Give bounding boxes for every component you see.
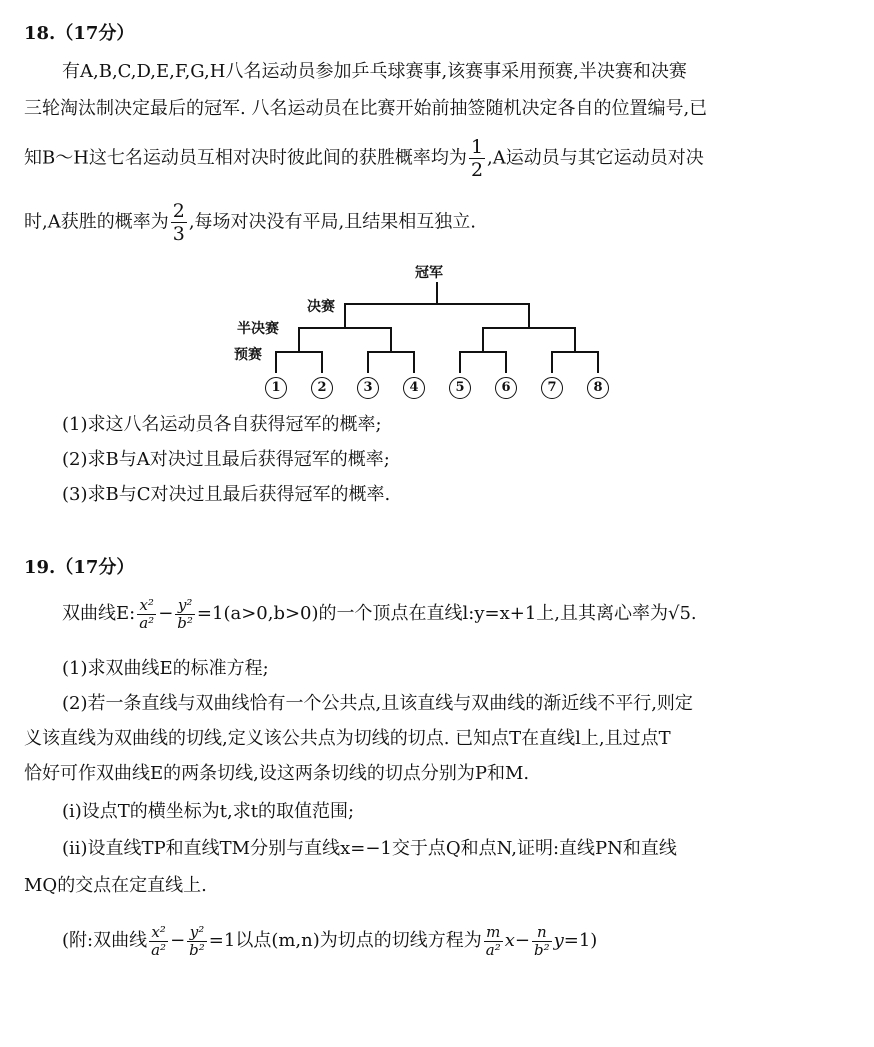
bracket-slot-3: 3 bbox=[357, 377, 379, 399]
q18-line3-text-a: 知B～H这七名运动员互相对决时彼此间的获胜概率均为 bbox=[24, 147, 467, 169]
q18-line4-text-b: ,每场对决没有平局,且结果相互独立. bbox=[188, 211, 476, 233]
q18-header: 18.（17分） bbox=[24, 23, 135, 44]
bracket-slot-1: 1 bbox=[265, 377, 287, 399]
q19-hyperbola-statement bbox=[62, 592, 697, 636]
q19-subquestion-2-ii-line-1: (ii)设直线TP和直线TM分别与直线x=−1交于点Q和点N,证明:直线PN和直线 bbox=[62, 838, 677, 859]
bracket-prelim-3-4 bbox=[368, 352, 414, 373]
fraction-denominator: b² bbox=[189, 940, 205, 959]
fraction-numerator: x² bbox=[139, 595, 154, 614]
minus-sign: − bbox=[158, 603, 174, 624]
q19-subquestion-2-line-2: 义该直线为双曲线的切线,定义该公共点为切线的切点. 已知点T在直线l上,且过点T bbox=[24, 728, 671, 749]
q19-subquestion-2-i: (i)设点T的横坐标为t,求t的取值范围; bbox=[62, 801, 355, 822]
note-text-b: =1以点(m,n)为切点的切线方程为 bbox=[208, 930, 482, 951]
q19-subquestion-2-ii-line-2: MQ的交点在定直线上. bbox=[24, 875, 207, 896]
fraction-numerator: y² bbox=[177, 595, 193, 614]
variable-y: y bbox=[553, 930, 564, 951]
fraction-y2-over-b2 bbox=[187, 924, 207, 959]
bracket-label-champion: 冠军 bbox=[415, 265, 443, 281]
fraction-x2-over-a2 bbox=[137, 597, 156, 632]
fraction-numerator: 1 bbox=[470, 136, 484, 158]
fraction-n-over-b2 bbox=[532, 924, 552, 959]
fraction-numerator: x² bbox=[151, 922, 166, 941]
note-text-a: (附:双曲线 bbox=[62, 930, 148, 951]
q19-subquestion-1: (1)求双曲线E的标准方程; bbox=[62, 658, 269, 679]
q18-subquestion-2: (2)求B与A对决过且最后获得冠军的概率; bbox=[62, 449, 390, 470]
fraction-numerator: m bbox=[486, 922, 501, 941]
bracket-slot-2: 2 bbox=[311, 377, 333, 399]
bracket-final bbox=[345, 304, 529, 328]
q18-line3-text-b: ,A运动员与其它运动员对决 bbox=[487, 147, 704, 169]
bracket-slot-6: 6 bbox=[495, 377, 517, 399]
fraction-denominator: b² bbox=[533, 940, 550, 959]
bracket-slot-5: 5 bbox=[449, 377, 471, 399]
bracket-slot-7: 7 bbox=[541, 377, 563, 399]
fraction-m-over-a2 bbox=[484, 924, 503, 959]
fraction-denominator: a² bbox=[485, 940, 501, 959]
q18-para-line-1: 有A,B,C,D,E,F,G,H八名运动员参加乒乓球赛事,该赛事采用预赛,半决赛和决赛 bbox=[62, 61, 687, 82]
q19-header: 19.（17分） bbox=[24, 557, 135, 578]
q18-subquestion-3: (3)求B与C对决过且最后获得冠军的概率. bbox=[62, 484, 391, 505]
q18-para-line-2: 三轮淘汰制决定最后的冠军. 八名运动员在比赛开始前抽签随机决定各自的位置编号,已 bbox=[24, 98, 708, 119]
note-text-c: =1) bbox=[563, 930, 598, 951]
fraction-numerator: y² bbox=[189, 922, 205, 941]
q19-appendix-note bbox=[62, 919, 597, 963]
fraction-x2-over-a2 bbox=[149, 924, 168, 959]
fraction-numerator: 2 bbox=[172, 200, 185, 222]
bracket-prelim-7-8 bbox=[552, 352, 598, 373]
fraction-denominator: a² bbox=[151, 940, 167, 959]
q18-subquestion-1: (1)求这八名运动员各自获得冠军的概率; bbox=[62, 414, 382, 435]
bracket-semi-left bbox=[299, 328, 391, 352]
q18-line4-text-a: 时,A获胜的概率为 bbox=[24, 211, 169, 233]
fraction-denominator: b² bbox=[177, 613, 193, 632]
fraction-denominator: 3 bbox=[172, 223, 185, 245]
minus-sign: − bbox=[514, 930, 530, 951]
q19-text-b: =1(a>0,b>0)的一个顶点在直线l:y=x+1上,且其离心率为√5. bbox=[196, 603, 697, 624]
fraction-y2-over-b2 bbox=[175, 597, 195, 632]
fraction-numerator: n bbox=[536, 922, 547, 941]
bracket-lines bbox=[0, 0, 874, 420]
bracket-label-prelim: 预赛 bbox=[234, 347, 262, 363]
variable-x: x bbox=[504, 930, 515, 951]
fraction-denominator: 2 bbox=[470, 159, 484, 181]
bracket-prelim-5-6 bbox=[460, 352, 506, 373]
q19-subquestion-2-line-3: 恰好可作双曲线E的两条切线,设这两条切线的切点分别为P和M. bbox=[24, 763, 530, 784]
fraction-denominator: a² bbox=[139, 613, 155, 632]
bracket-semi-right bbox=[483, 328, 575, 352]
bracket-label-final: 决赛 bbox=[307, 299, 335, 315]
bracket-prelim-1-2 bbox=[276, 352, 322, 373]
q19-text-a: 双曲线E: bbox=[62, 603, 136, 624]
bracket-slot-8: 8 bbox=[587, 377, 609, 399]
q19-subquestion-2-line-1: (2)若一条直线与双曲线恰有一个公共点,且该直线与双曲线的渐近线不平行,则定 bbox=[62, 693, 693, 714]
minus-sign: − bbox=[170, 930, 186, 951]
bracket-slot-4: 4 bbox=[403, 377, 425, 399]
bracket-label-semifinal: 半决赛 bbox=[237, 321, 279, 337]
